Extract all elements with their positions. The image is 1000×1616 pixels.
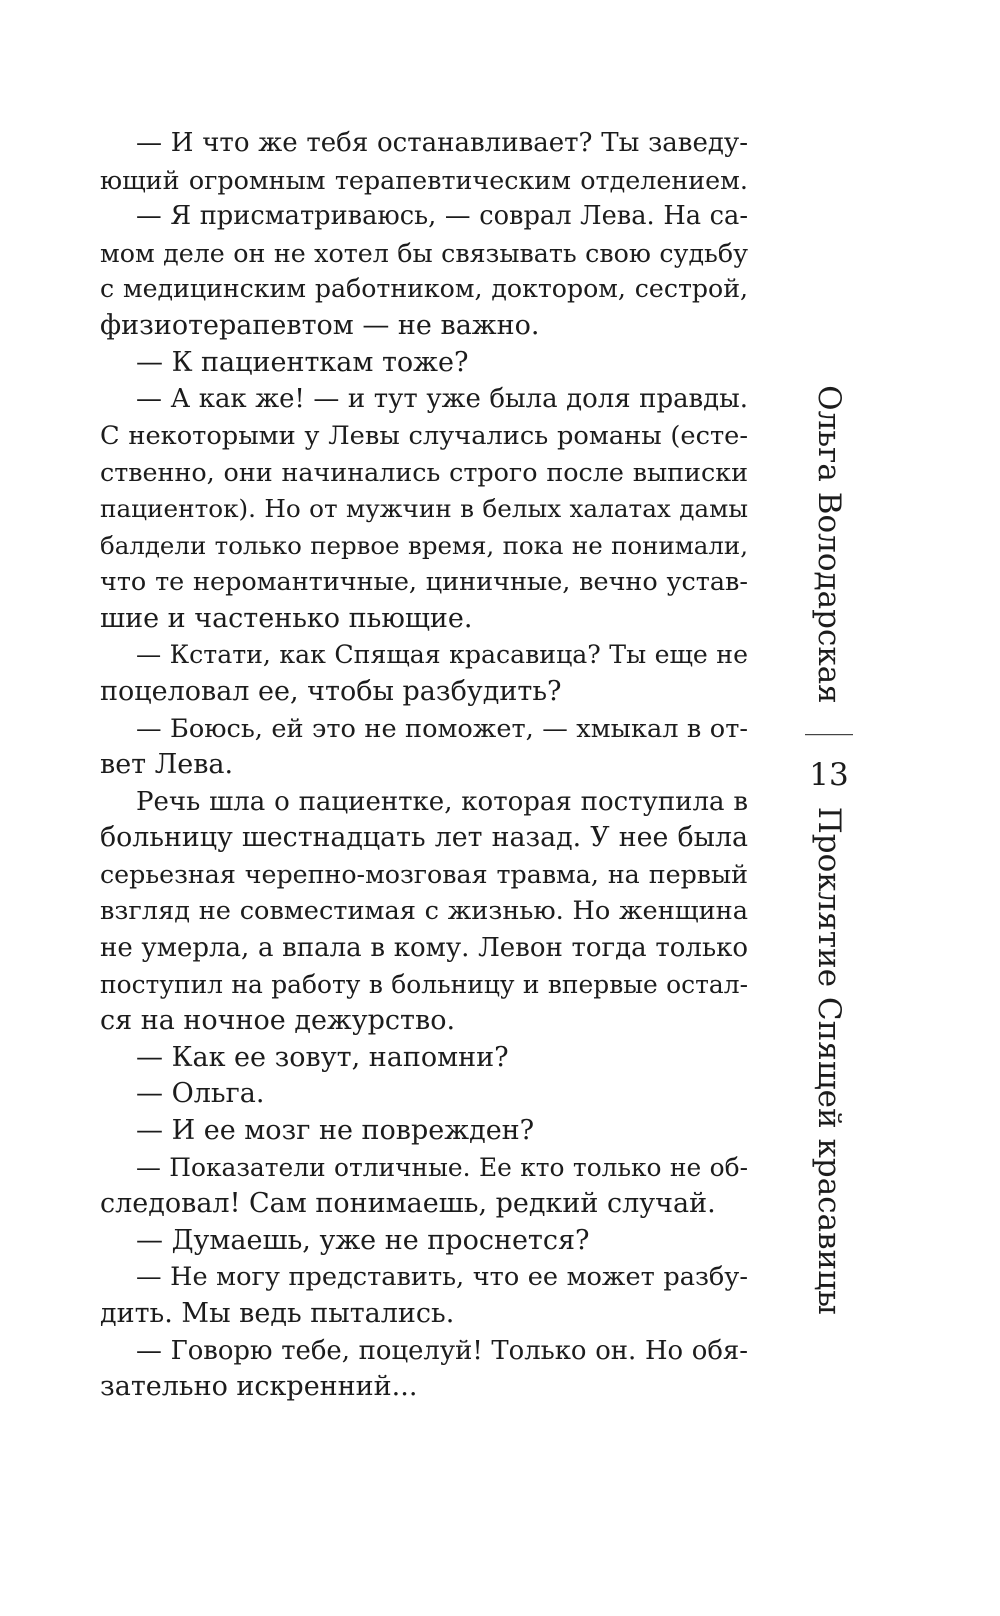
body-text (100, 125, 748, 1406)
text-line: с медицинским работником, доктором, сестрой, (100, 274, 748, 304)
text-line: больницу шестнадцать лет назад. У нее была (100, 822, 748, 854)
text-line: дить. Мы ведь пытались. (100, 1298, 455, 1329)
text-line: физиотерапевтом — не важно. (100, 309, 540, 341)
running-head-author: Ольга Володарская (811, 385, 847, 704)
text-line: серьезная черепно-мозговая травма, на первый (100, 859, 748, 889)
text-line: шие и частенько пьющие. (100, 602, 473, 634)
text-line: ственно, они начинались строго после выписки (100, 457, 748, 488)
running-head-divider (805, 734, 853, 735)
text-line: — И что же тебя останавливает? Ты заведу- (136, 128, 748, 158)
text-line: — Ольга. (136, 1078, 265, 1110)
text-line: — Я присматриваюсь, — соврал Лева. На са- (136, 201, 748, 232)
text-line: следовал! Сам понимаешь, редкий случай. (100, 1188, 716, 1220)
text-line: — Не могу представить, что ее может разбу- (136, 1262, 748, 1293)
text-line: — Думаешь, уже не проснется? (136, 1224, 590, 1256)
text-line: зательно искренний... (100, 1371, 418, 1403)
page-number: 13 (809, 756, 849, 793)
text-line: мом деле он не хотел бы связывать свою судьбу (100, 237, 748, 268)
text-line: взгляд не совместимая с жизнью. Но женщина (100, 896, 748, 927)
text-line: С некоторыми у Левы случались романы (есте- (100, 420, 748, 451)
text-line: — К пациенткам тоже? (136, 346, 469, 378)
text-line: не умерла, а впала в кому. Левон тогда только (100, 933, 748, 964)
text-line: вет Лева. (100, 749, 234, 781)
text-line: — Показатели отличные. Ее кто только не об- (136, 1152, 748, 1182)
text-line: балдели только первое время, пока не понимали, (100, 530, 748, 560)
text-line: пациенток). Но от мужчин в белых халатах дамы (100, 493, 748, 523)
text-line: Речь шла о пациентке, которая поступила в (136, 786, 748, 817)
text-line: — И ее мозг не поврежден? (136, 1115, 535, 1147)
text-line: ющий огромным терапевтическим отделением. (100, 164, 748, 195)
text-line: — А как же! — и тут уже была доля правды. (136, 384, 748, 415)
text-line: ся на ночное дежурство. (100, 1005, 456, 1037)
text-line: поцеловал ее, чтобы разбудить? (100, 675, 562, 707)
running-head-book-title: Проклятие Спящей красавицы (811, 806, 847, 1315)
text-line: — Боюсь, ей это не поможет, — хмыкал в от- (136, 713, 748, 744)
text-line: поступил на работу в больницу и впервые остал- (100, 969, 748, 999)
text-line: — Как ее зовут, напомни? (136, 1041, 509, 1073)
text-line: — Говорю тебе, поцелуй! Только он. Но обя- (136, 1335, 748, 1366)
text-line: что те неромантичные, циничные, вечно устав- (100, 567, 748, 598)
text-line: — Кстати, как Спящая красавица? Ты еще не (136, 640, 748, 670)
